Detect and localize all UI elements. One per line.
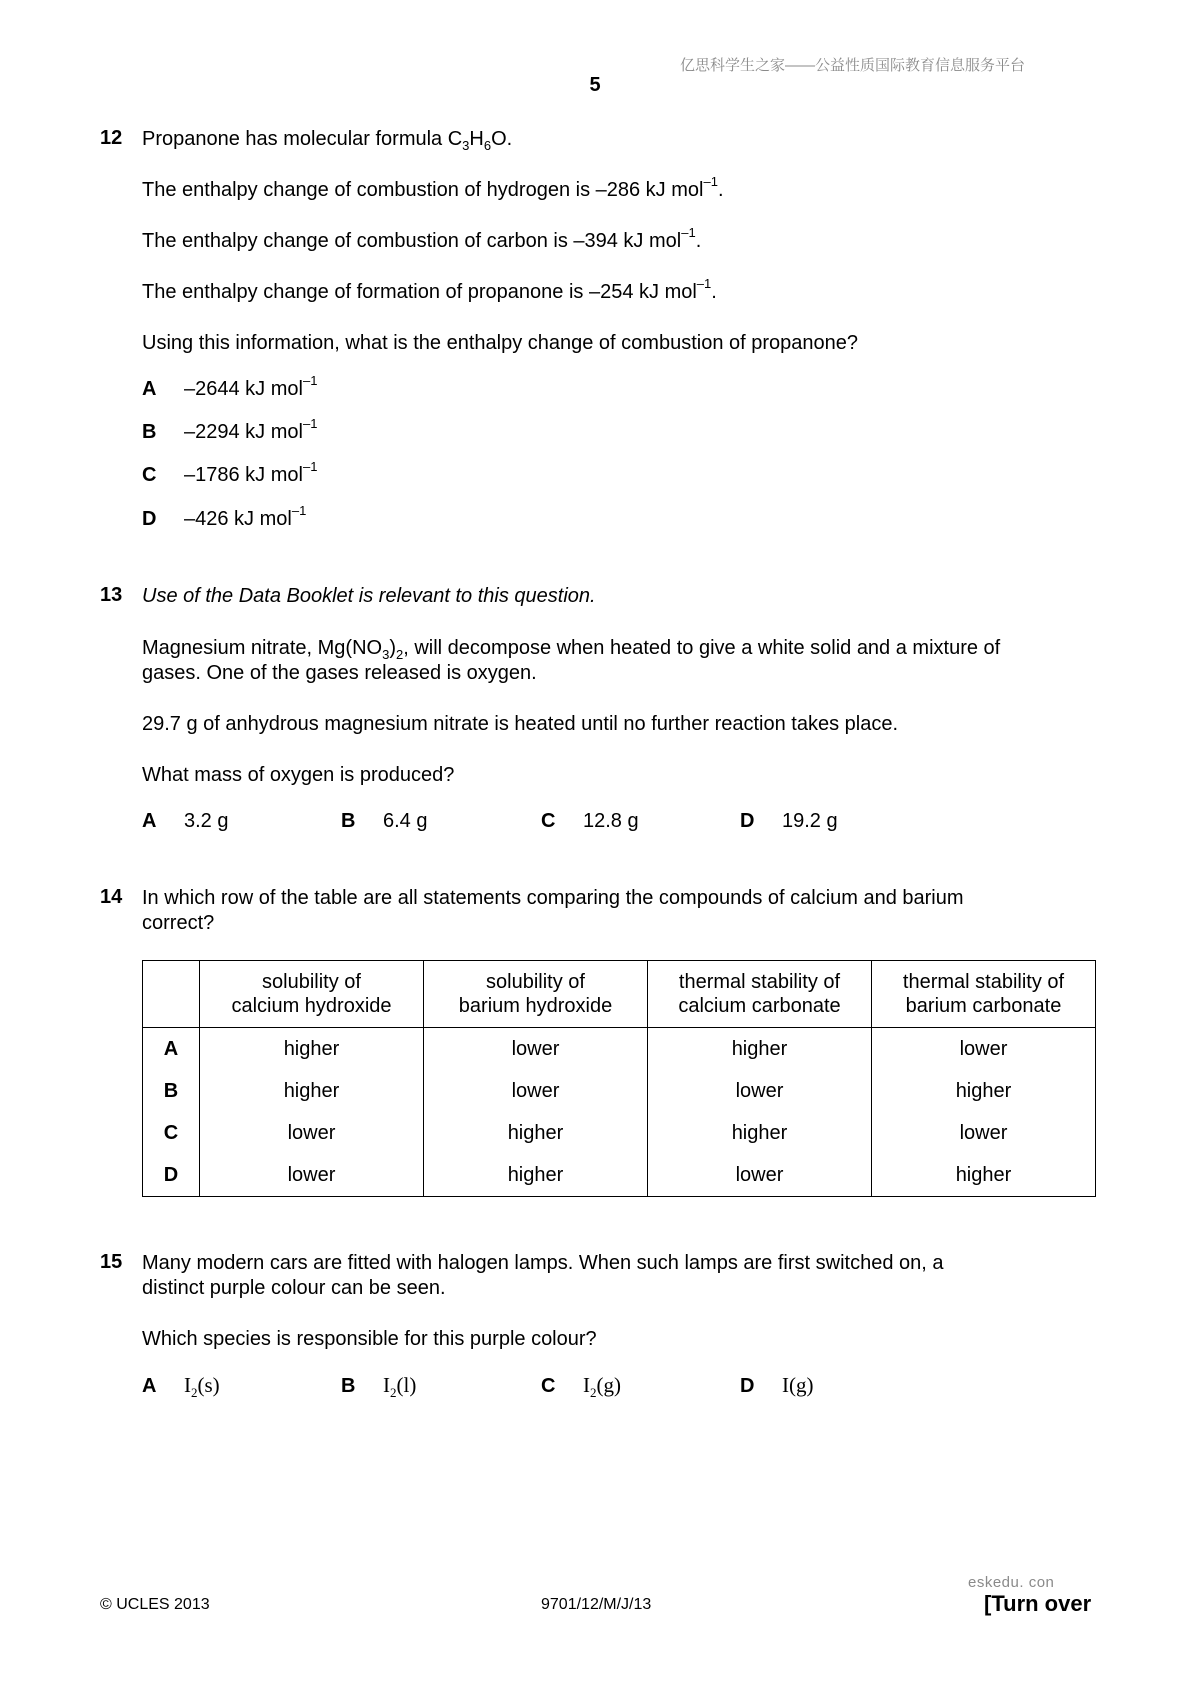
table-cell: higher xyxy=(200,1070,424,1112)
table-cell: lower xyxy=(200,1154,424,1197)
q13-data-booklet-note: Use of the Data Booklet is relevant to this question. xyxy=(142,585,596,607)
option-letter: D xyxy=(740,810,755,832)
q15-question-line1: Many modern cars are fitted with halogen lamps. When such lamps are first switched on, a xyxy=(142,1252,944,1274)
table-row[interactable] xyxy=(143,1070,1096,1112)
row-letter: D xyxy=(143,1154,200,1197)
table-cell: higher xyxy=(424,1112,648,1154)
q12-propanone-line: The enthalpy change of formation of propanone is –254 kJ mol$^{-1}$. xyxy=(142,276,717,303)
option-letter: C xyxy=(541,1375,556,1397)
q14-question-line2: correct? xyxy=(142,912,215,934)
table-row[interactable] xyxy=(143,1028,1096,1071)
option-value: I(g) xyxy=(782,1373,814,1397)
option-letter: D xyxy=(740,1375,755,1397)
option-value: –2644 kJ mol$^{-1}$ xyxy=(184,373,318,400)
option-value: –2294 kJ mol$^{-1}$ xyxy=(184,416,318,443)
table-row[interactable] xyxy=(143,1154,1096,1197)
q12-hydrogen-line: The enthalpy change of combustion of hydrogen is –286 kJ mol$^{-1}$. xyxy=(142,174,724,201)
table-corner-cell xyxy=(143,961,200,1028)
question-number: 12 xyxy=(100,127,123,149)
q14-question-line1: In which row of the table are all statements comparing the compounds of calcium and barium xyxy=(142,887,964,909)
option-letter: B xyxy=(341,1375,356,1397)
table-cell: lower xyxy=(648,1154,872,1197)
table-cell: higher xyxy=(424,1154,648,1197)
option-value: 6.4 g xyxy=(383,810,428,832)
table-cell: higher xyxy=(648,1112,872,1154)
table-row[interactable] xyxy=(143,1112,1096,1154)
q13-para-line2: gases. One of the gases released is oxygen. xyxy=(142,662,537,684)
table-cell: lower xyxy=(648,1070,872,1112)
option-letter: A xyxy=(142,1375,157,1397)
q15-question-line2: distinct purple colour can be seen. xyxy=(142,1277,446,1299)
page-number: 5 xyxy=(589,74,601,96)
q13-question: What mass of oxygen is produced? xyxy=(142,764,455,786)
table-cell: higher xyxy=(872,1070,1096,1112)
header-calcium-carbonate-stability: thermal stability of calcium carbonate xyxy=(648,961,872,1028)
header-barium-hydroxide-solubility: solubility of barium hydroxide xyxy=(424,961,648,1028)
option-letter: C xyxy=(541,810,556,832)
footer-watermark: eskedu. con xyxy=(968,1574,1055,1591)
option-value: $I_2(s)$ xyxy=(184,1373,220,1401)
table-cell: higher xyxy=(872,1154,1096,1197)
option-value: $I_2(l)$ xyxy=(383,1373,417,1401)
option-value: –1786 kJ mol$^{-1}$ xyxy=(184,459,318,486)
option-letter: B xyxy=(142,421,157,443)
q13-para2: 29.7 g of anhydrous magnesium nitrate is heated until no further reaction takes place. xyxy=(142,713,899,735)
option-value: 19.2 g xyxy=(782,810,838,832)
question-number: 15 xyxy=(100,1251,123,1273)
table-cell: lower xyxy=(200,1112,424,1154)
option-letter: A xyxy=(142,810,157,832)
question-number: 14 xyxy=(100,886,123,908)
row-letter: A xyxy=(143,1028,200,1071)
header-watermark: 亿思科学生之家——公益性质国际教育信息服务平台 xyxy=(680,57,1026,74)
row-letter: B xyxy=(143,1070,200,1112)
footer-copyright: © UCLES 2013 xyxy=(100,1596,210,1613)
option-value: 3.2 g xyxy=(184,810,229,832)
option-value: 12.8 g xyxy=(583,810,639,832)
option-letter: B xyxy=(341,810,356,832)
footer-paper-code: 9701/12/M/J/13 xyxy=(541,1596,652,1613)
header-calcium-hydroxide-solubility: solubility of calcium hydroxide xyxy=(200,961,424,1028)
table-cell: higher xyxy=(648,1028,872,1071)
option-value: –426 kJ mol$^{-1}$ xyxy=(184,503,307,530)
q15-question: Which species is responsible for this purple colour? xyxy=(142,1328,597,1350)
table-cell: lower xyxy=(424,1028,648,1071)
row-letter: C xyxy=(143,1112,200,1154)
option-letter: A xyxy=(142,378,157,400)
option-letter: C xyxy=(142,464,157,486)
option-value: $I_2(g)$ xyxy=(583,1373,621,1401)
q13-para-line1: Magnesium nitrate, $Mg(NO_3)_2$, will decompose when heated to give a white solid and a mixture of xyxy=(142,637,1001,662)
comparison-table xyxy=(142,960,1096,1197)
question-number: 13 xyxy=(100,584,123,606)
table-cell: lower xyxy=(872,1112,1096,1154)
table-cell: higher xyxy=(200,1028,424,1071)
table-header-row xyxy=(143,961,1096,1028)
q12-formula-line: Propanone has molecular formula $C_3H_6O$. xyxy=(142,128,513,153)
table-cell: lower xyxy=(424,1070,648,1112)
turn-over-label: [Turn over xyxy=(984,1591,1092,1616)
option-letter: D xyxy=(142,508,157,530)
header-barium-carbonate-stability: thermal stability of barium carbonate xyxy=(872,961,1096,1028)
q12-question: Using this information, what is the enthalpy change of combustion of propanone? xyxy=(142,332,858,354)
q12-carbon-line: The enthalpy change of combustion of carbon is –394 kJ mol$^{-1}$. xyxy=(142,225,702,252)
table-cell: lower xyxy=(872,1028,1096,1071)
